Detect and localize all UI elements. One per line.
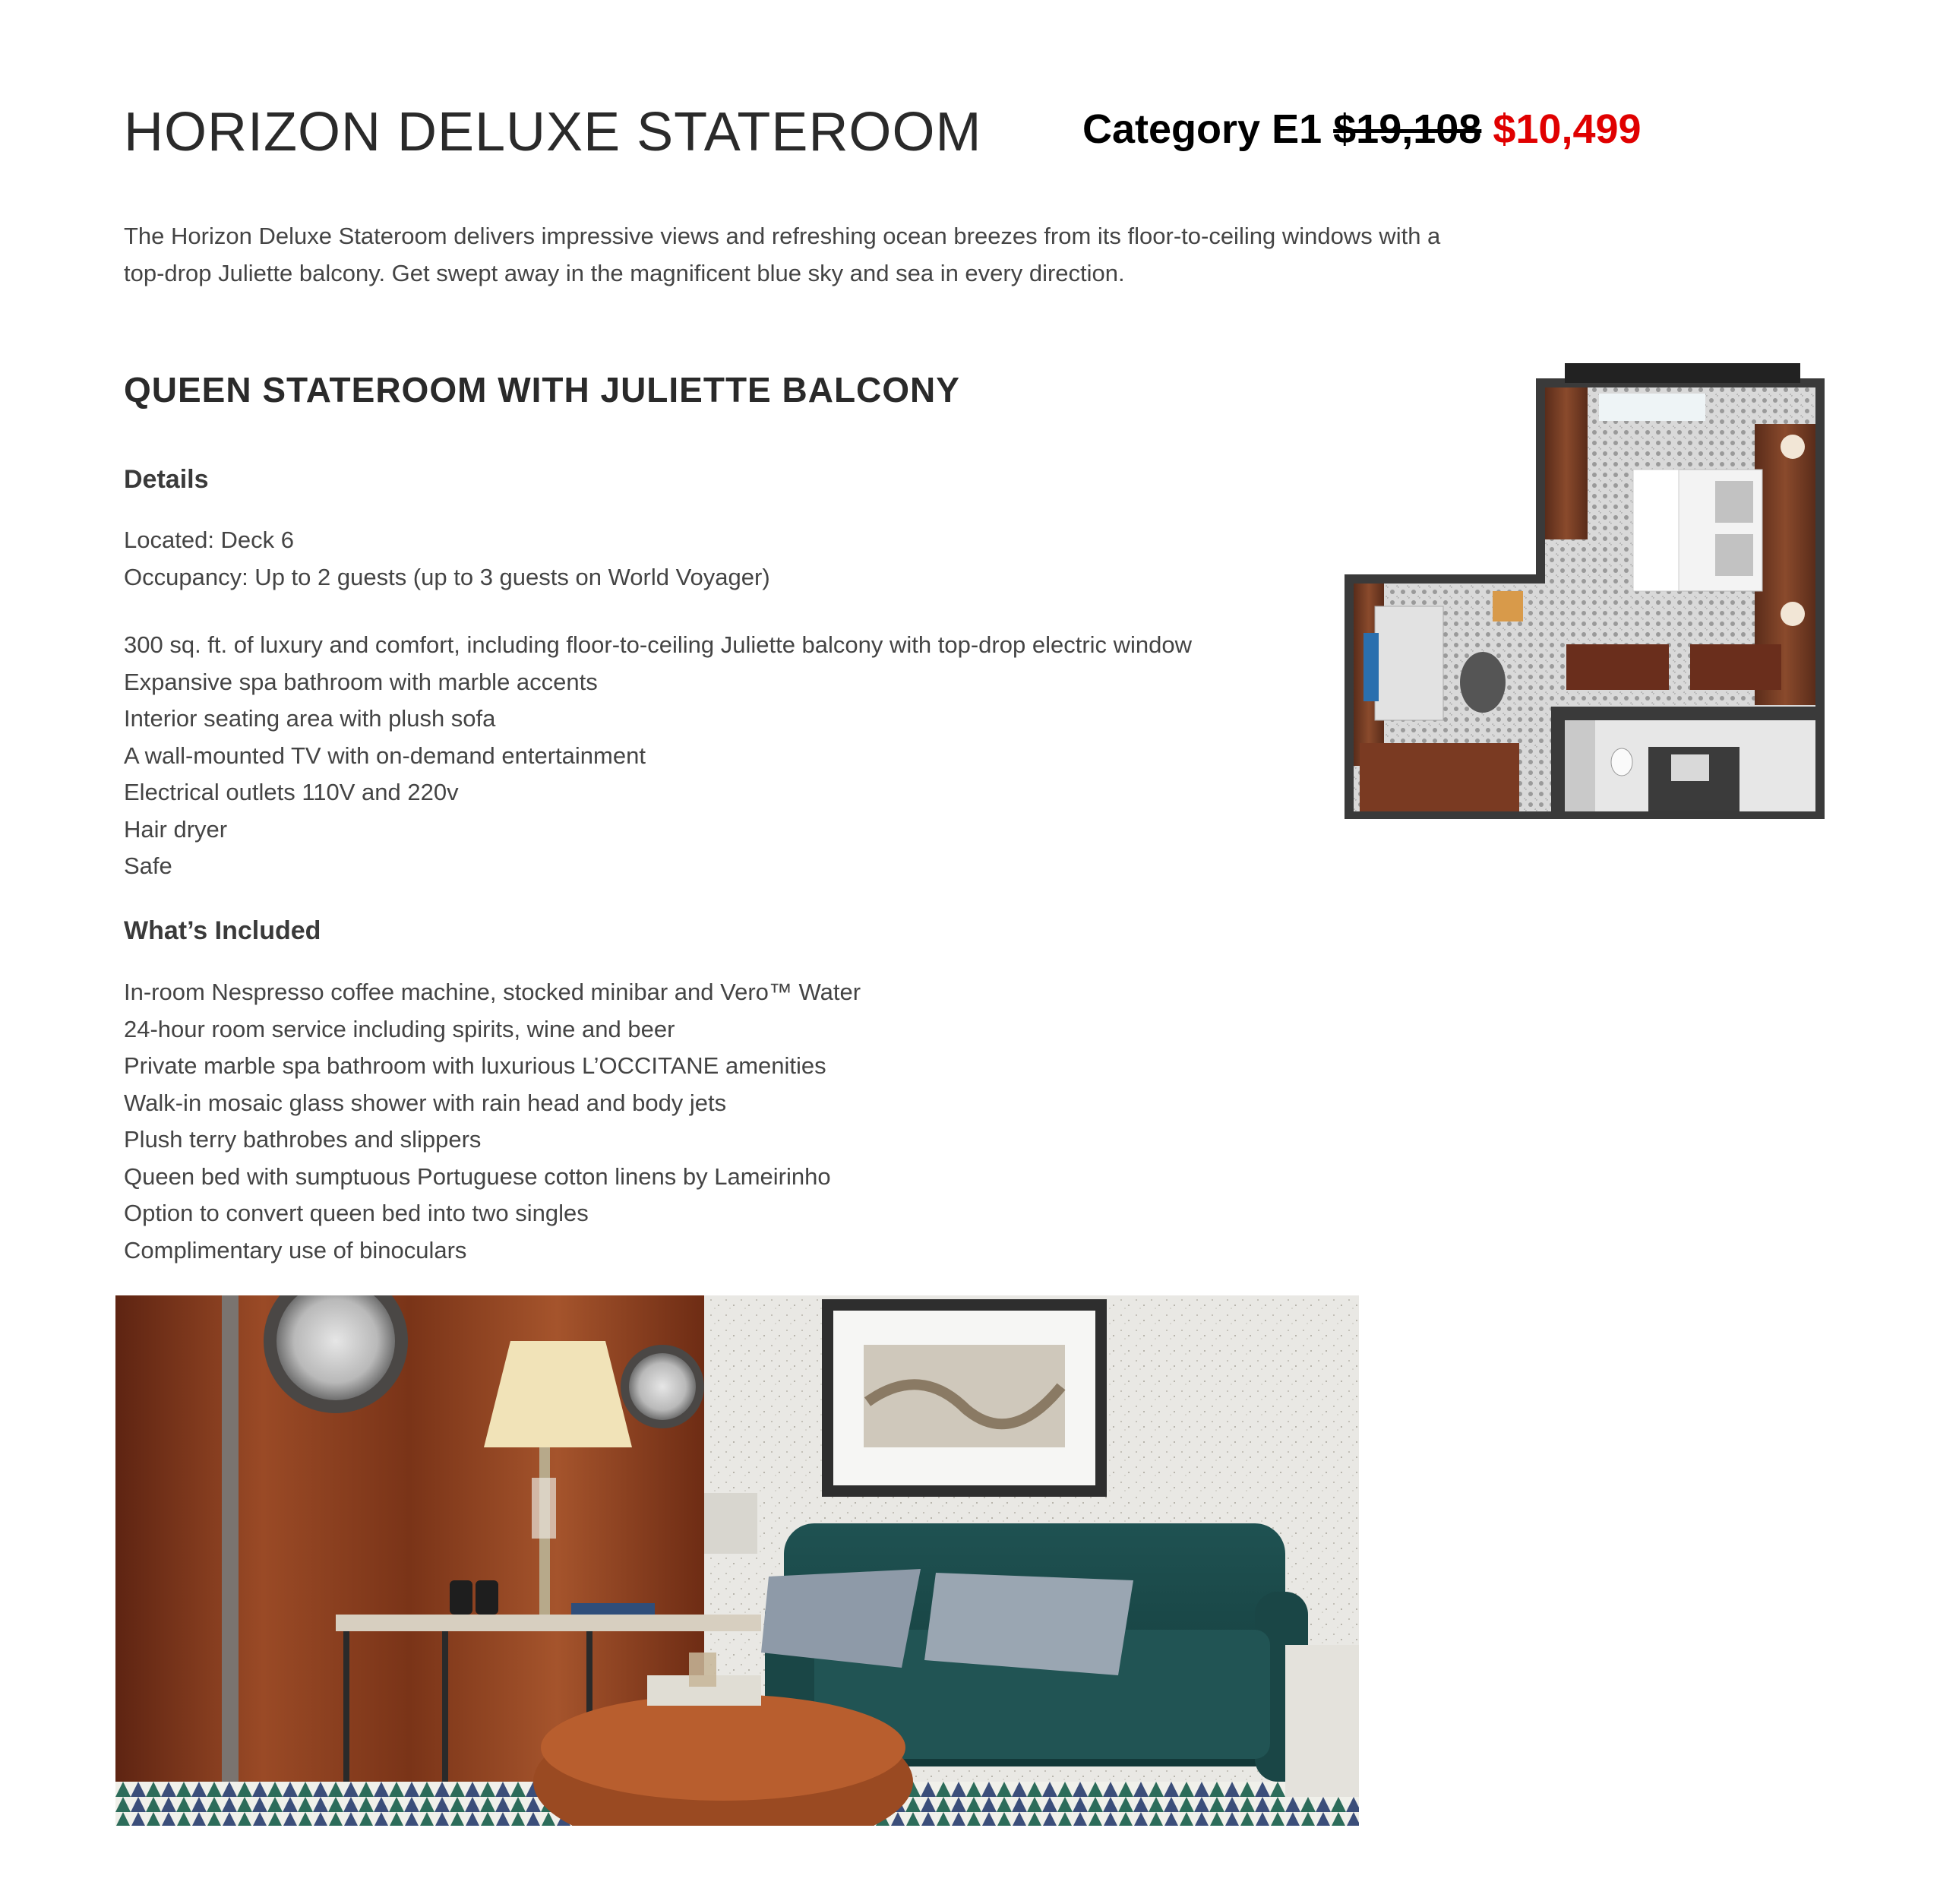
list-item: Private marble spa bathroom with luxurious L’OCCITANE amenities	[124, 1052, 826, 1079]
list-item: Interior seating area with plush sofa	[124, 705, 496, 732]
list-item: Complimentary use of binoculars	[124, 1236, 467, 1264]
list-item: Hair dryer	[124, 815, 228, 843]
location-list	[124, 522, 770, 596]
stateroom-title: HORIZON DELUXE STATEROOM	[124, 102, 982, 163]
stateroom-photo	[115, 1295, 1359, 1826]
list-item: Electrical outlets 110V and 220v	[124, 779, 459, 805]
details-heading: Details	[124, 465, 209, 494]
floor-plan-image	[1345, 363, 1825, 819]
list-item: 300 sq. ft. of luxury and comfort, including floor-to-ceiling Juliette balcony with top-drop electric window	[124, 631, 1193, 658]
list-item: Plush terry bathrobes and slippers	[124, 1126, 482, 1153]
price-line	[1082, 106, 1642, 152]
included-list	[124, 974, 861, 1269]
list-item: Safe	[124, 852, 172, 879]
list-item: Located: Deck 6	[124, 527, 295, 553]
list-item: 24-hour room service including spirits, wine and beer	[124, 1015, 675, 1042]
sale-price: $10,499	[1493, 106, 1642, 152]
list-item: Expansive spa bathroom with marble accents	[124, 668, 598, 695]
list-item: Walk-in mosaic glass shower with rain head and body jets	[124, 1089, 727, 1116]
list-item: Occupancy: Up to 2 guests (up to 3 guests on World Voyager)	[124, 563, 770, 590]
list-item: In-room Nespresso coffee machine, stocked minibar and Vero™ Water	[124, 979, 861, 1005]
category-label: Category E1	[1082, 106, 1322, 152]
list-item: Option to convert queen bed into two singles	[124, 1200, 589, 1226]
room-type-heading: QUEEN STATEROOM WITH JULIETTE BALCONY	[124, 370, 960, 410]
list-item: A wall-mounted TV with on-demand entertainment	[124, 742, 646, 769]
features-list	[124, 627, 1192, 885]
intro-paragraph: The Horizon Deluxe Stateroom delivers impressive views and refreshing ocean breezes from its floor-to-ceiling windows with a top-drop Juliette balcony. Get swept away in the magnificent blue sky and sea in every direction.	[124, 223, 1441, 286]
whats-included-heading: What’s Included	[124, 916, 321, 945]
original-price: $19,108	[1333, 106, 1482, 152]
list-item: Queen bed with sumptuous Portuguese cotton linens by Lameirinho	[124, 1162, 831, 1190]
